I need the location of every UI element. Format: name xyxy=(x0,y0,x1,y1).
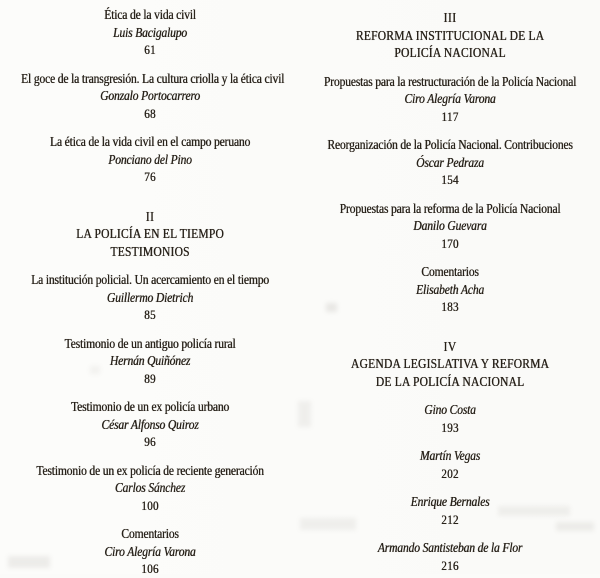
entry-author: Carlos Sánchez xyxy=(114,480,186,495)
entry-author: Armando Santisteban de la Flor xyxy=(377,540,523,555)
toc-section-heading xyxy=(21,208,279,261)
section-number: II xyxy=(145,208,155,224)
toc-entry xyxy=(21,133,279,186)
entry-title: La ética de la vida civil en el campo peruano xyxy=(49,134,251,149)
toc-entry xyxy=(321,539,579,574)
section-title-line: DE LA POLICÍA NACIONAL xyxy=(375,373,525,389)
entry-page-number: 68 xyxy=(144,105,156,121)
entry-author: Luis Bacigalupo xyxy=(113,24,187,40)
entry-page-number: 96 xyxy=(144,434,156,449)
entry-author: Enrique Bernales xyxy=(410,494,490,509)
entry-author: Elisabeth Acha xyxy=(415,281,484,297)
entry-title: Testimonio de un ex policía de reciente generación xyxy=(36,462,264,478)
entry-title: Propuestas para la restructuración de la Policía Nacional xyxy=(323,73,577,89)
entry-title: Comentarios xyxy=(421,264,479,279)
toc-entry xyxy=(321,493,579,528)
entry-page-number: 193 xyxy=(441,419,459,435)
entry-author: Gonzalo Portocarrero xyxy=(100,88,200,103)
section-title-line: TESTIMONIOS xyxy=(110,243,190,259)
entry-title: Testimonio de un antiguo policía rural xyxy=(64,335,236,351)
entry-page-number: 106 xyxy=(141,561,159,576)
section-title-line: POLICÍA NACIONAL xyxy=(394,45,506,60)
entry-page-number: 117 xyxy=(441,108,459,124)
toc-column-right xyxy=(321,0,579,574)
toc-entry xyxy=(21,525,279,578)
entry-author: Ciro Alegría Varona xyxy=(404,91,496,106)
entry-author: Gino Costa xyxy=(424,402,476,417)
entry-title: Testimonio de un ex policía urbano xyxy=(70,399,230,414)
toc-entry xyxy=(21,70,285,123)
toc-entry xyxy=(21,6,279,59)
entry-author: Ciro Alegría Varona xyxy=(104,543,196,559)
entry-page-number: 100 xyxy=(141,497,159,513)
section-number: III xyxy=(443,10,457,25)
scan-noise xyxy=(298,401,311,427)
section-title-line: REFORMA INSTITUCIONAL DE LA xyxy=(355,27,545,43)
entry-title: Comentarios xyxy=(121,526,179,541)
entry-page-number: 183 xyxy=(441,299,459,314)
entry-page-number: 76 xyxy=(144,169,156,184)
toc-entry xyxy=(321,73,579,126)
toc-entry xyxy=(321,401,579,436)
section-title-line: AGENDA LEGISLATIVA Y REFORMA xyxy=(350,356,550,371)
toc-entry xyxy=(21,462,279,515)
toc-entry xyxy=(321,447,579,482)
entry-page-number: 212 xyxy=(441,511,459,527)
entry-page-number: 170 xyxy=(441,235,459,251)
entry-page-number: 61 xyxy=(144,42,156,57)
entry-page-number: 89 xyxy=(144,370,156,386)
toc-section-heading xyxy=(321,338,579,391)
entry-title: El goce de la transgresión. La cultura criolla y la ética civil xyxy=(21,70,285,86)
entry-title: Reorganización de la Policía Nacional. Contribuciones xyxy=(327,137,573,152)
entry-author: César Alfonso Quiroz xyxy=(101,416,199,432)
entry-page-number: 154 xyxy=(441,172,459,187)
entry-page-number: 216 xyxy=(441,557,459,573)
entry-page-number: 202 xyxy=(441,465,459,481)
entry-author: Guillermo Dietrich xyxy=(106,289,194,305)
entry-title: Ética de la vida civil xyxy=(104,7,196,22)
entry-author: Danilo Guevara xyxy=(413,218,487,233)
entry-title: La institución policial. Un acercamiento en el tiempo xyxy=(31,272,269,287)
toc-column-left xyxy=(21,0,285,576)
toc-entry xyxy=(321,136,579,189)
section-title-line: LA POLICÍA EN EL TIEMPO xyxy=(76,226,224,241)
entry-author: Martín Vegas xyxy=(419,448,481,463)
entry-title: Propuestas para la reforma de la Policía Nacional xyxy=(339,200,561,216)
section-number: IV xyxy=(443,338,457,354)
toc-entry xyxy=(21,335,279,388)
toc-entry xyxy=(21,271,279,324)
entry-author: Hernán Quiñónez xyxy=(109,353,191,368)
entry-page-number: 85 xyxy=(144,307,156,322)
toc-entry xyxy=(321,200,579,253)
entry-author: Óscar Pedraza xyxy=(416,154,484,170)
toc-entry xyxy=(21,398,279,451)
toc-section-heading xyxy=(321,9,579,62)
toc-entry xyxy=(321,263,579,316)
entry-author: Ponciano del Pino xyxy=(108,151,192,167)
